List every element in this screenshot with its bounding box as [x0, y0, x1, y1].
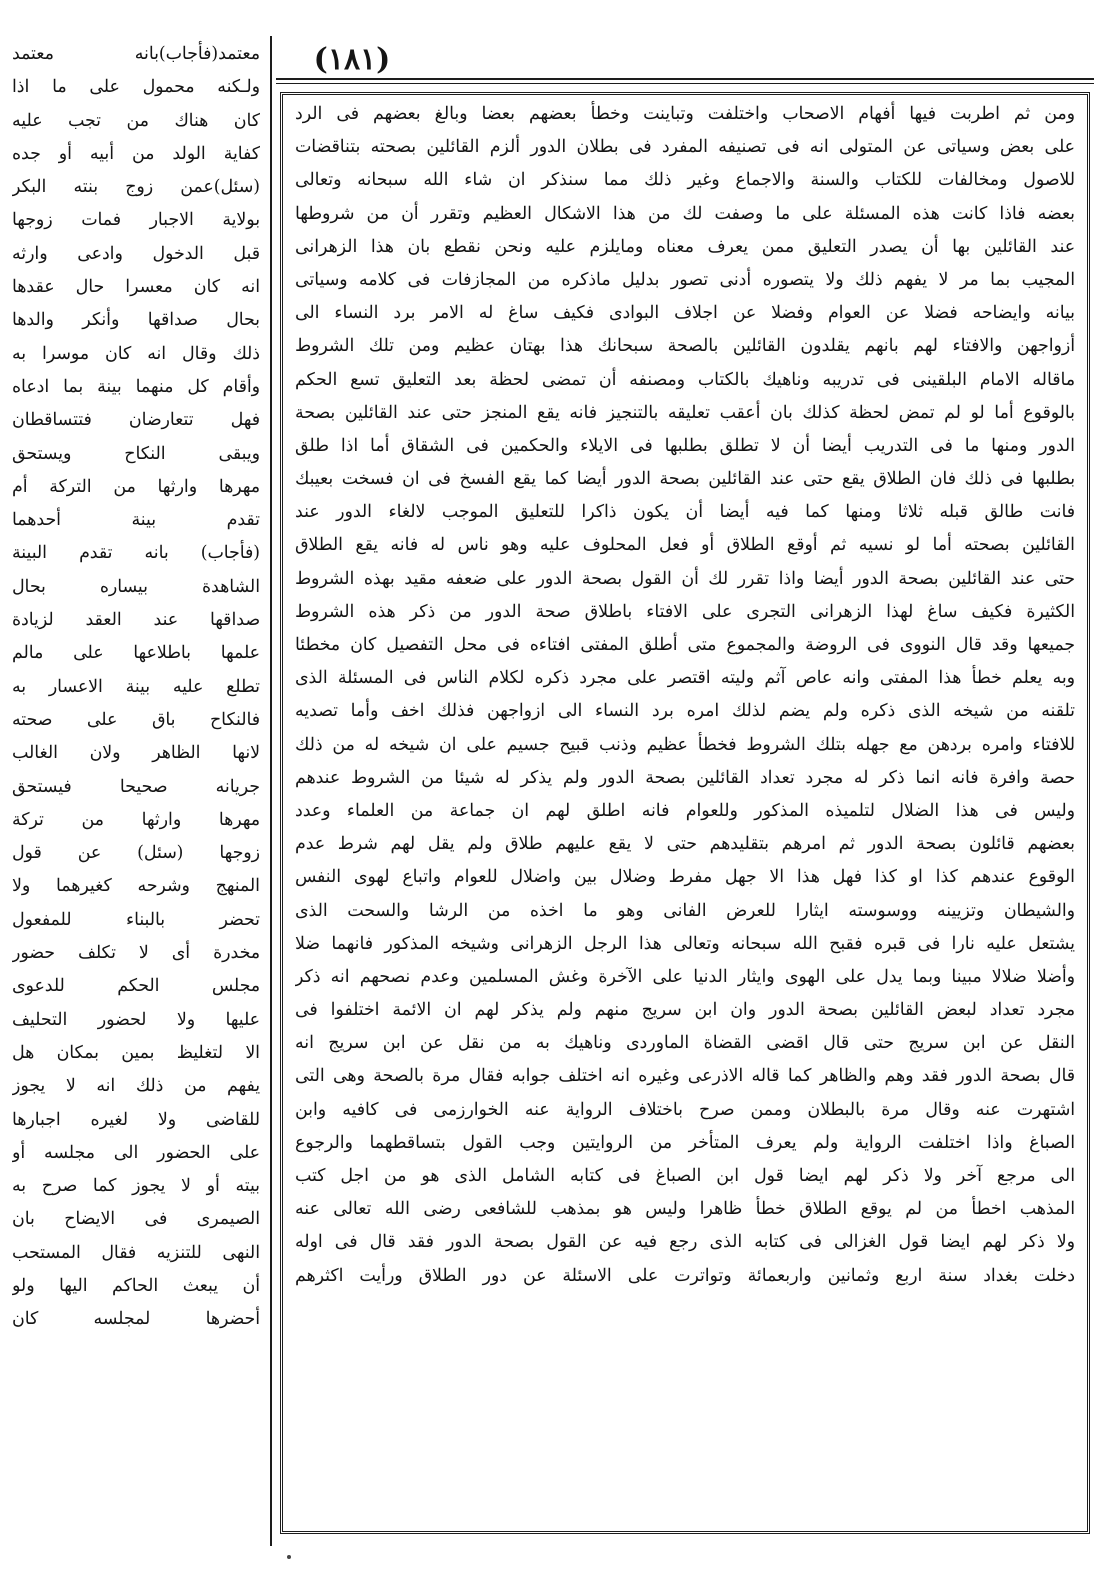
margin-text-line: انه كان معسرا حال عقدها: [12, 277, 260, 298]
main-text-line: بالوقوع أما لو لم تمض لحظة كذلك بان أعقب تعليقه بالتنجيز فانه يقع المنجز حتى عند القائلين بصحة: [295, 402, 1075, 423]
main-text-line: الى مرجع آخر ولا ذكر لهم ايضا قول ابن الصباغ فى كتابه الشامل الذى هو من اجل كتب: [295, 1166, 1075, 1186]
margin-text-line: مهرها وارثها من التركة أم: [12, 476, 260, 497]
margin-text-line: النهى للتنزيه فقال المستحب: [12, 1242, 260, 1263]
main-text-line: وليس فى هذا الضلال لتلميذه المذكور وللعوام فانه اطلق لهم ان جماعة من العلماء وعدد: [295, 800, 1075, 821]
main-text-line: للافتاء وامره بردهن مع جهله بتلك الشروط فخطأ عظيم وذنب قبيح جسيم على ان شيخه له من ذلك: [295, 734, 1075, 755]
main-text-line: المجيب بما مر لا يفهم ذلك ولا يتصوره أدنى تصور بدليل ماذكره من المجازفات فى كلامه وسياتى: [295, 269, 1075, 290]
main-text-line: القائلين بصحته أما لو نسيه ثم أوقع الطلاق أو فعل المحلوف عليه وهو ناس له فانه يقع الطلاق: [295, 535, 1075, 556]
margin-text-line: زوجها (سئل) عن قول: [12, 843, 260, 864]
main-text-line: الصباغ واذا اختلفت الرواية ولم يعرف المتأخر من الروايتين وجب القول بتساقطهما والرجوع: [295, 1132, 1075, 1153]
main-text-line: جميعها وقد قال النووى فى الروضة والمجموع متى أطلق المفتى افتاءه فى محل التفصيل كان مخطئا: [295, 635, 1075, 655]
margin-text-line: ذلك وقال انه كان موسرا به: [12, 343, 260, 364]
margin-text-line: فهل تتعارضان فتتساقطان: [12, 410, 260, 431]
margin-text-line: معتمد(فأجاب)بانه معتمد: [12, 44, 260, 64]
margin-text-line: كفاية الولد من أبيه أو جده: [12, 143, 260, 164]
margin-text-line: جريانه صحيحا فيستحق: [12, 776, 260, 797]
margin-text-line: كان هناك من تجب عليه: [12, 110, 260, 131]
main-text-line: اشتهرت عنه وقال مرة بالبطلان وممن صرح باختلاف الرواية عنه الخوارزمى فى كافيه وابن: [295, 1099, 1075, 1120]
margin-text-line: عليها ولا لحضور التحليف: [12, 1009, 260, 1030]
main-text-line: الوقوع عندهم كذا او كذا فهل هذا الا جهل مفرط وضلال بين واضلال للعوام واتباع لهوى النفس: [295, 867, 1075, 888]
main-text-line: ماقاله الامام البلقينى فى تدريبه وناهيك بالكتاب ومصنفه أن تمضى لحظة بعد التعليق تسع الحكم: [295, 369, 1075, 390]
margin-text-line: (سئل)عمن زوج بنته البكر: [12, 177, 260, 198]
header-rule-bottom: [276, 83, 1094, 84]
margin-text-line: مجلس الحكم للدعوى: [12, 976, 260, 997]
main-text-line: أزواجهن والافتاء لهم بانهم يقلدون القائلين بالصحة سبحانك هذا بهتان عظيم ومن تلك الشروط: [295, 336, 1075, 357]
main-text-line: النقل عن ابن سريج حتى قال اقضى القضاة الماوردى وناهيك به من نقل عن ابن سريج انه: [295, 1033, 1075, 1054]
margin-text-line: بحال صداقها وأنكر والدها: [12, 310, 260, 331]
margin-text-line: ويبقى النكاح ويستحق: [12, 443, 260, 464]
main-text-line: والشيطان وتزيينه ووسوسته ايثارا للعرض الفانى وهو ما اخذه من الرشا والسحت الذى: [295, 900, 1075, 921]
margin-commentary-column: [8, 38, 264, 1503]
margin-text-line: ولـكنه محمول على ما اذا: [12, 77, 260, 98]
margin-text-line: قبل الدخول وادعى وارثه: [12, 243, 260, 264]
margin-text-line: فالنكاح باق على صحته: [12, 709, 260, 730]
margin-text-line: بيته أو لا يجوز كما صرح به: [12, 1176, 260, 1197]
margin-text-line: الشاهدة بيساره بحال: [12, 576, 260, 597]
margin-text-line: تطلع عليه بينة الاعسار به: [12, 676, 260, 697]
margin-text-line: أحضرها لمجلسه كان: [12, 1309, 260, 1330]
margin-text-line: المنهج وشرحه كغيرهما ولا: [12, 876, 260, 897]
header-rule-top: [276, 78, 1094, 80]
column-divider: [270, 36, 272, 1546]
main-text-line: على بعض وسياتى عن المتولى انه فى تصنيفه المفرد فى بطلان الدور ألزم القائلين بصحته بتناقضات: [295, 137, 1075, 158]
main-text-column: [280, 92, 1090, 1534]
margin-text-line: مخدرة أى لا تكلف حضور: [12, 943, 260, 964]
margin-text-line: لانها الظاهر ولان الغالب: [12, 743, 260, 764]
page-mark: [287, 1555, 291, 1559]
main-text-line: وأضلا ضلالا مبينا وبما يدل على الهوى وايثار الدنيا على الآخرة وغش المسلمين وعدم نصحهم انه ذكر: [295, 966, 1075, 987]
main-text-line: مجرد تعداد لبعض القائلين بصحة الدور وان ابن سريج منهم ولم يذكر لهم ان الائمة اختلفوا فى: [295, 1000, 1075, 1021]
margin-text-line: علمها باطلاعها على مالم: [12, 643, 260, 664]
margin-text-line: يفهم من ذلك انه لا يجوز: [12, 1076, 260, 1097]
main-text-line: قال بصحة الدور فقد وهم والظاهر كما قاله الاذرعى وغيره انه اختلف جوابه فقال مرة بالصحة وهى التى: [295, 1066, 1075, 1087]
main-text-line: المذهب اخطأ من لم يوقع الطلاق خطأ ظاهرا وليس هو بمذهب للشافعى رضى الله تعالى عنه: [295, 1199, 1075, 1220]
margin-text-line: تقدم بينة أحدهما: [12, 510, 260, 531]
main-text-line: عند القائلين بها أن يصدر التعليق ممن يعرف معناه ومايلزم عليه ونحن نقطع بان هذا الزهرانى: [295, 236, 1075, 257]
main-text-line: دخلت بغداد سنة اربع وثمانين واربعمائة وتواترت على الاسئلة عن دور الطلاق ورأيت اكثرهم: [295, 1265, 1075, 1286]
main-text-line: فانت طالق قبله ثلاثا ومنها كما فيه أيضا أن يكون ذاكرا للتعليق الموجب لالغاء الدور عند: [295, 502, 1075, 523]
margin-text-line: (فأجاب) بانه تقدم البينة: [12, 543, 260, 564]
main-text-line: بيانه وايضاحه فضلا عن العوام وفضلا عن اجلاف البوادى فكيف ساغ له الامر برد النساء الى: [295, 303, 1075, 324]
margin-text-line: للقاضى ولا لغيره اجبارها: [12, 1109, 260, 1130]
margin-text-line: تحضر بالبناء للمفعول: [12, 909, 260, 930]
main-text-line: بطلبها فى ذلك فان الطلاق يقع حتى عند القائلين بصحة الدور أيضا كما يقع الفسخ فى ان فسخت بعيبك: [295, 469, 1075, 490]
margin-text-line: أن يبعث الحاكم اليها ولو: [12, 1275, 260, 1296]
main-text-line: الدور ومنها ما فى التدريب أيضا أن لا تطلق بطلبها فى الايلاء والحكمين فى الشقاق أما اذا طلق: [295, 435, 1075, 456]
main-text-line: ولا ذكر لهم ايضا قول الغزالى فى كتابه الذى رجع فيه عن القول بصحة الدور فقد قال فى اوله: [295, 1232, 1075, 1253]
main-text-line: تلقنه من شيخه الذى ذكره ولم يضم لذلك امره برد النساء الى ازواجهن فذلك اخف وأما تصديه: [295, 701, 1075, 722]
main-text-line: بعضه فاذا كانت هذه المسئلة على ما وصفت لك من هذا الاشكال العظيم وتقرر أن من شروطها: [295, 203, 1075, 224]
main-text-line: الكثيرة فكيف ساغ لهذا الزهرانى التجرى على الافتاء باطلاق صحة الدور من ذكر هذه الشروط: [295, 601, 1075, 622]
margin-text-line: وأقام كل منهما بينة بما ادعاه: [12, 376, 260, 397]
main-text-line: للاصول ومخالفات للكتاب والسنة والاجماع وغير ذلك مما سنذكر ان شاء الله سبحانه وتعالى: [295, 170, 1075, 191]
margin-text-line: على الحضور الى مجلسه أو: [12, 1142, 260, 1163]
margin-text-line: صداقها عند العقد لزيادة: [12, 610, 260, 631]
main-text-line: وبه يعلم خطأ هذا المفتى وانه عاص آثم وليته اقتصر على مجرد ذكره لكلام الناس فى المسئلة الذى: [295, 668, 1075, 689]
margin-text-line: الصيمرى فى الايضاح بان: [12, 1209, 260, 1230]
main-text-line: حتى عند القائلين بصحة الدور أيضا واذا تقرر لك أن القول بصحة الدور على ضعفه مقيد بهذه الشروط: [295, 568, 1075, 589]
page-number: (١٨١): [313, 42, 391, 77]
main-text-line: يشتعل عليه نارا فى قبره فقبح الله سبحانه وتعالى هذا الرجل الزهرانى وشيخه المذكور فانهما ضلا: [295, 933, 1075, 954]
main-text-line: بعضهم قائلون بصحة الدور ثم امرهم بتقليدهم حتى لا يقع عليهم طلاق ولم يقل لهم شرط عدم: [295, 834, 1075, 855]
margin-text-line: بولاية الاجبار فمات زوجها: [12, 210, 260, 231]
main-text-line: ومن ثم اطربت فيها أفهام الاصحاب واختلفت وتباينت وخطأ بعضهم بعضا وبالغ بعضهم فى الرد: [295, 104, 1075, 124]
margin-text-line: الا لتغليظ بمين بمكان هل: [12, 1042, 260, 1063]
main-text-line: حصة وافرة فانه انما ذكر له مجرد تعداد القائلين بصحة الدور ولم يذكر له شيئا من الشروط عندهم: [295, 767, 1075, 788]
margin-text-line: مهرها وارثها من تركة: [12, 809, 260, 830]
